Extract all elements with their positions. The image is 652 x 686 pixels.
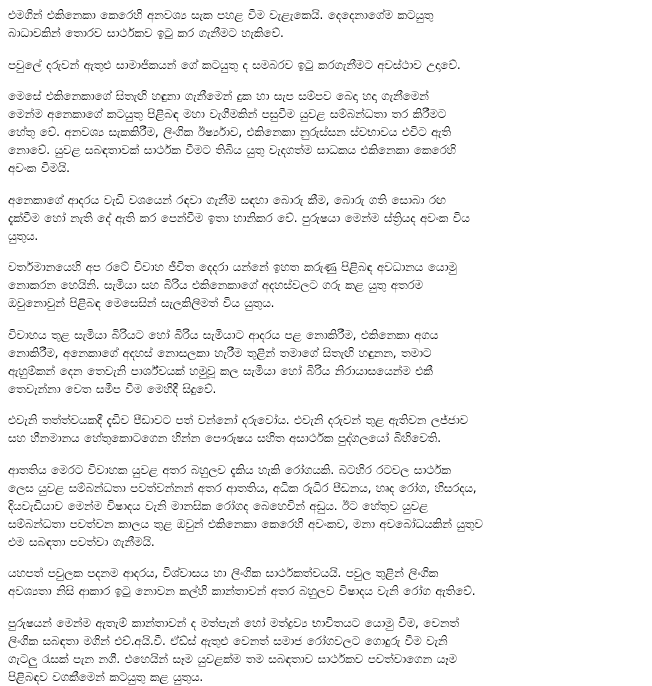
text-line: අවංක වීමයි. — [8, 161, 70, 175]
text-line: නොකිරීම, අනෙකාගේ අදහස් නොසලකා හැරීම තුළින් තමාගේ සිතැඟි හඳුනන, තමාට — [8, 345, 432, 360]
paragraph-8 — [8, 461, 644, 551]
text-line: මෙන්ම අනෙකාගේ කටයුතු පිළිබඳ මහා වැගීමකින් පසුවීම යුවළ සම්බන්ධතා තර කිරීමට — [8, 107, 447, 121]
text-line: බාධාවකින් තොරව සාර්ථකව ඉටු කර ගැනීමට හැකිවේ. — [8, 26, 284, 40]
text-line: එමගින් එකිනෙකා කෙරෙහි අනවශ්‍ය සැක පහළ වීම වැළැකෙයි. දෙදෙනාගේම කටයුතු — [8, 8, 434, 22]
text-line: මෙසේ එකිනෙකාගේ සිතැඟි හඳුනා ගැනීමෙන් දුක හා සැප සම්පව බෙදා හදා ගැනීමෙන් — [8, 89, 429, 103]
text-line: ඔවුනොවුන් පිළිබඳ මෙසෙසින් සැලකිලිමත් විය යුතුය. — [8, 296, 275, 310]
text-line: නොකරන හෙයිනි. සැමියා සහ බිරිය එකිනෙකාගේ අදහස්වලට ගරු කළ යුතු අතරම — [8, 278, 423, 292]
paragraph-1 — [8, 6, 644, 42]
text-line: නොවේ. යුවළ සබඳතාවක් සාර්ථක වීමට තිබිය යුතු වැදගත්ම සාධකය එකිනෙකා කෙරෙහි — [8, 143, 456, 157]
text-line: යහපත් පවුලක පදනම ආදරය, විශ්වාසය හා ලිංගික සාර්ථකත්වයයි. පවුල තුළින් ලිංගික — [8, 566, 439, 580]
paragraph-10 — [8, 614, 644, 686]
text-line: දැක්වීම හෝ නැති දේ ඇති කර පෙන්වීම ඉතා හානිකර වේ. පුරුෂයා මෙන්ම ස්ත්‍රියද අවංක විය — [8, 210, 470, 225]
text-line: අනෙකාගේ ආදරය වැඩි වශයෙන් රඳවා ගැනීම සඳහා බොරු කීම, බොරු ගති සොබා රඟ — [8, 192, 446, 207]
paragraph-2 — [8, 56, 644, 74]
text-line: තෙවැන්නා වෙත සමීප වීම මෙහිදී සිදුවේ. — [8, 381, 217, 396]
paragraph-3 — [8, 87, 644, 177]
paragraph-7 — [8, 411, 644, 447]
text-line: පවුලේ දරුවන් ඇතුළු සාමාජිකයන් ගේ කටයුතු ද සමබරව ඉටු කරගැනීමට අවස්ථාව උදාවේ. — [8, 57, 461, 72]
text-line: හේතු වේ. අනවශ්‍ය සැකකිරීම, ලිංගික ඊර්ෂ්‍යාව, එකිනෙකා නුරුස්සන ස්වභාවය එවිට ඇති — [8, 125, 451, 139]
text-line: දියවැඩියාව මෙන්ම විෂාදය වැනි මානසික රෝගද බෙහෙවින් අඩුය. ඊට හේතුව යුවළ — [8, 498, 428, 513]
text-line: සහ හීනමානය හේතුකොටගෙන හින්න පෞරුෂය සහිත අසාර්ථක පුද්ගලයෝ බිහිවෙති. — [8, 431, 441, 445]
text-line: ලිංගික සබඳතා මගින් එච්.අයි.වී. ඒඩ්ස් ඇතුළු වෙනත් සමාජ රෝගවලට ගොදුරු වීම වැනි — [8, 633, 448, 648]
text-line: එවැනි තත්ත්වයකදී දැඩිව පීඩාවට පත් වන්නෝ දරුවෝය. එවැනි දරුවන් තුළ ඇතිවන ලජ්ජාව — [8, 413, 469, 427]
text-line: සම්බන්ධතා පවත්වන කාලය තුළ ඔවුන් එකිනෙකා කෙරෙහි අවංකව, මනා අවබෝධයකින් යුතුව — [8, 516, 483, 531]
paragraph-5 — [8, 258, 644, 312]
paragraph-4 — [8, 191, 644, 245]
text-line: ලෙස යුවළ සම්බන්ධතා පවත්වන්නන් අතර ආතතිය, අධික රුධිර පීඩනය, හෘද රෝග, හිසරදය, — [8, 480, 477, 495]
text-line: ඇහුම්කන් දෙන තෙවැනි පාර්ශ්වයක් හමුවූ කල සැමියා හෝ බිරිය නිරායාසයෙන්ම එකී — [8, 363, 433, 378]
text-line: ආතතිය මෙරට විවාහක යුවළ අතර බහුලව දැකිය හැකි රෝගයකි. බටහිර රටවල සාර්ථක — [8, 462, 451, 477]
paragraph-6 — [8, 326, 644, 398]
text-line: පුරුෂයන් මෙන්ම ඇතැම් කාන්තාවන් ද මත්පැන් හෝ මත්ද්‍රව්‍ය භාවිතයට යොමු වීම, වෙනත් — [8, 615, 459, 630]
text-line: අවශ්‍යතා නිසි ආකාර ඉටු නොවන කල්හි කාන්තාවන් අතර බහුලව විෂාදය වැනි රෝග ඇතිවේ. — [8, 584, 476, 598]
paragraph-9 — [8, 564, 644, 600]
text-line: විවාහය තුළ සැමියා බිරියට හෝ බිරිය සැමියාට ආදරය පළ නොකිරීම, එකිනෙකා අගය — [8, 327, 439, 342]
text-line: පිළිබඳව වගකීමෙන් කටයුතු කළ යුතුය. — [8, 669, 204, 684]
text-line: වර්තමානයෙහි අප රටේ විවාහ ජීවිත දෙදරා යන්නේ ඉහත කරුණු පිළිබඳ අවධානය යොමු — [8, 260, 457, 274]
text-line: ගැටලු රැසක් පැන නගී. එහෙයින් සෑම යුවළක්ම තම සබඳතාව සාර්ථකව පවත්වාගෙන යෑම — [8, 651, 457, 666]
text-line: එම සබඳතා පවත්වා ගැනීමයි. — [8, 534, 155, 549]
text-line: යුතුය. — [8, 228, 39, 243]
